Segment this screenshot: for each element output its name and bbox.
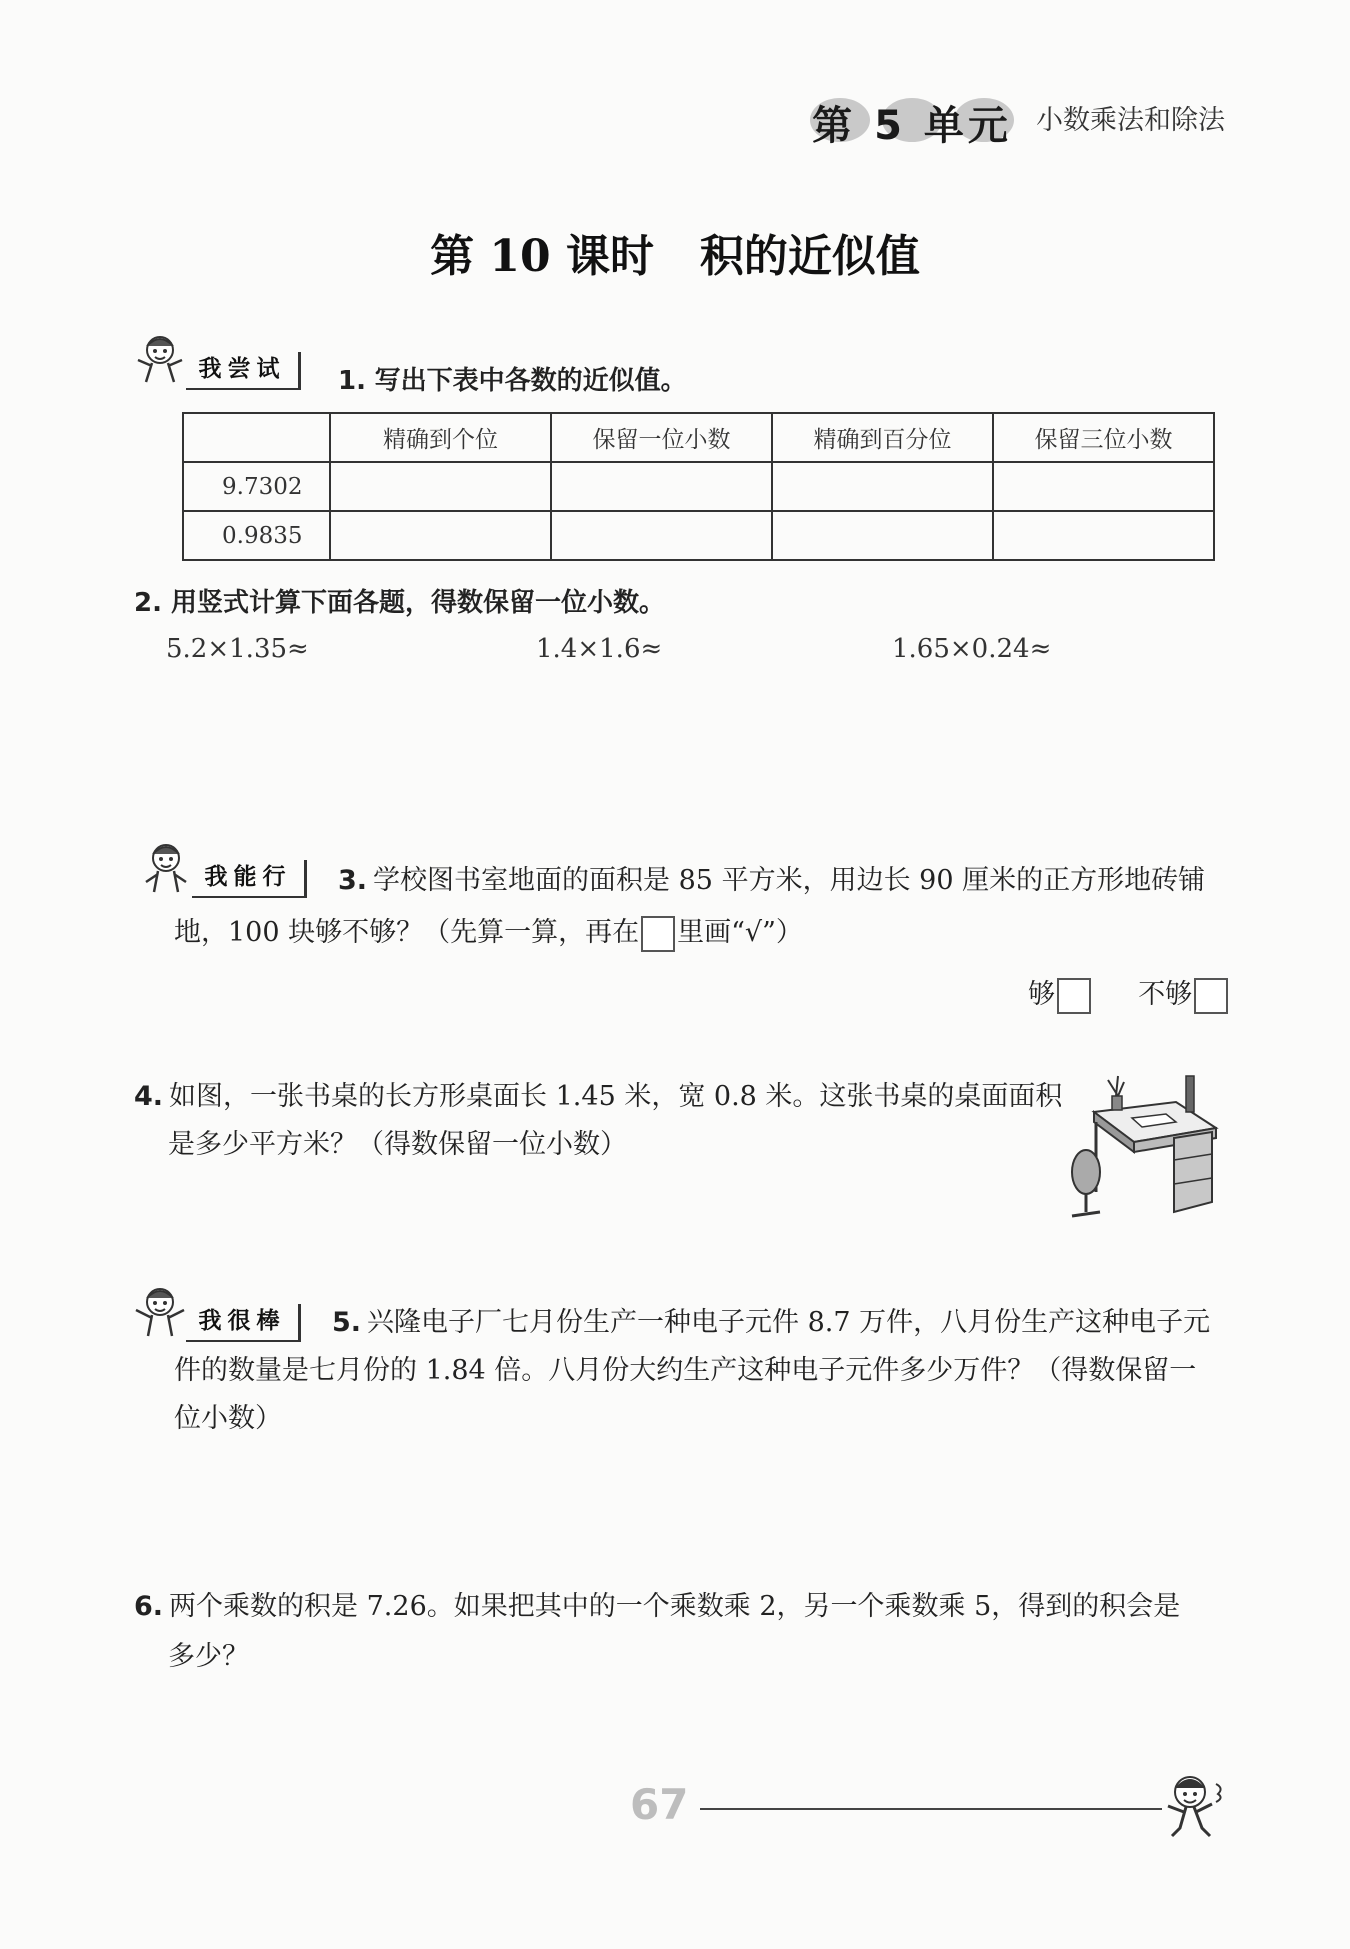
question-5-line3: 位小数） (174, 1403, 282, 1434)
question-text: 写出下表中各数的近似值。 (374, 366, 687, 396)
answer-cell[interactable] (772, 511, 993, 560)
table-header-cell: 精确到百分位 (772, 413, 993, 462)
page-number: 67 (630, 1780, 689, 1829)
expression: 1.65×0.24≈ (892, 634, 1052, 664)
table-header-cell: 保留一位小数 (551, 413, 772, 462)
unit-subtitle: 小数乘法和除法 (1036, 105, 1225, 136)
section-label: 我很棒 (186, 1304, 301, 1342)
question-3-line2 (174, 908, 803, 958)
answer-cell[interactable] (551, 462, 772, 511)
answer-cell[interactable] (551, 511, 772, 560)
enough-checkbox[interactable] (1057, 978, 1091, 1014)
expression: 1.4×1.6≈ (536, 634, 663, 664)
table-row-label: 0.9835 (183, 511, 330, 560)
answer-cell[interactable] (330, 462, 551, 511)
mascot-icon (136, 838, 196, 898)
question-5-line2: 件的数量是七月份的 1.84 倍。八月份大约生产这种电子元件多少万件？（得数保留一 (174, 1355, 1197, 1386)
approximation-table (182, 412, 1215, 561)
question-1 (338, 356, 687, 406)
mascot-footer-icon (1158, 1770, 1228, 1844)
unit-title: 第 5 单元 (812, 103, 1012, 149)
question-5-line1 (332, 1298, 1210, 1348)
answer-cell[interactable] (772, 462, 993, 511)
answer-cell[interactable] (993, 511, 1214, 560)
question-6-line2: 多少？ (168, 1641, 249, 1672)
table-header-cell (183, 413, 330, 462)
question-text: 兴隆电子厂七月份生产一种电子元件 8.7 万件，八月份生产这种电子元 (367, 1307, 1211, 1338)
question-6-line1 (134, 1582, 1180, 1632)
answer-cell[interactable] (330, 511, 551, 560)
not-enough-checkbox[interactable] (1194, 978, 1228, 1014)
checkbox-sample (641, 916, 675, 952)
question-text: 学校图书室地面的面积是 85 平方米，用边长 90 厘米的正方形地砖铺 (373, 865, 1206, 896)
footer-rule (700, 1808, 1162, 1810)
table-header-cell: 保留三位小数 (993, 413, 1214, 462)
question-number: 6. (134, 1591, 164, 1622)
section-label: 我能行 (192, 860, 307, 898)
table-row-label: 9.7302 (183, 462, 330, 511)
question-number: 4. (134, 1081, 164, 1112)
unit-tag (808, 90, 1016, 149)
table-row (183, 462, 1214, 511)
question-number: 3. (338, 865, 368, 896)
answer-cell[interactable] (993, 462, 1214, 511)
section-badge-great (130, 1282, 310, 1342)
question-3-options (1028, 970, 1230, 1020)
section-label: 我尝试 (186, 352, 301, 390)
question-text: 两个乘数的积是 7.26。如果把其中的一个乘数乘 2，另一个乘数乘 5，得到的积会是 (169, 1591, 1181, 1622)
section-badge-can (136, 838, 316, 898)
desk-illustration-icon (1066, 1072, 1230, 1222)
question-number: 5. (332, 1307, 362, 1338)
question-text: 如图，一张书桌的长方形桌面长 1.45 米，宽 0.8 米。这张书桌的桌面面积 (169, 1081, 1063, 1112)
question-3-line1 (338, 856, 1205, 906)
section-badge-try (130, 330, 310, 390)
table-header-cell: 精确到个位 (330, 413, 551, 462)
table-header-row (183, 413, 1214, 462)
question-4-line1 (134, 1072, 1062, 1122)
question-number: 1. (338, 366, 366, 396)
option-label: 不够 (1138, 979, 1193, 1010)
mascot-icon (130, 1282, 190, 1342)
lesson-title: 第 10 课时 积的近似值 (430, 231, 920, 282)
question-text: 地，100 块够不够？（先算一算，再在 (174, 917, 640, 948)
mascot-icon (130, 330, 190, 390)
option-label: 够 (1028, 979, 1055, 1010)
expression: 5.2×1.35≈ (166, 634, 309, 664)
question-text: 里画“√”） (677, 917, 803, 948)
table-row (183, 511, 1214, 560)
question-4-line2: 是多少平方米？（得数保留一位小数） (168, 1129, 627, 1160)
question-2-text: 2. 用竖式计算下面各题，得数保留一位小数。 (134, 588, 666, 618)
